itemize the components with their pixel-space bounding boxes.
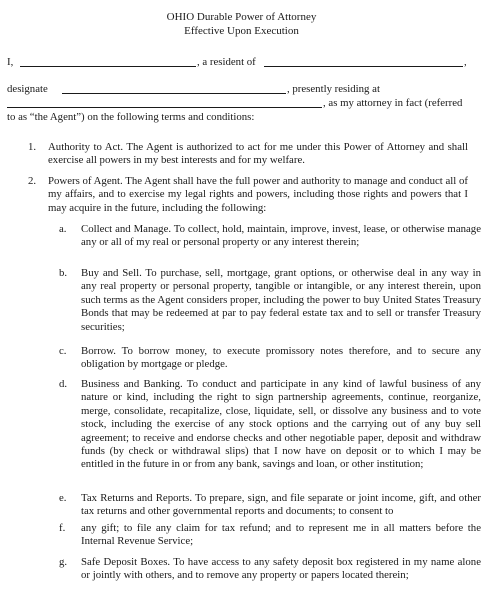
intro-line-2	[7, 83, 48, 96]
sub-item-g	[59, 556, 481, 583]
sub-item-d	[59, 378, 481, 472]
sub-item-c	[59, 345, 481, 372]
sub-item-f	[59, 522, 481, 549]
sub-item-text: Tax Returns and Reports. To prepare, sign, and file separate or joint income, gift, and other tax returns and other governmental reports and documents; to consent to	[81, 492, 481, 518]
intro-line1-mid-wrap	[197, 56, 256, 69]
intro-line1-start: I,	[7, 56, 14, 68]
sub-item-letter: f.	[59, 522, 66, 534]
document-subtitle: Effective Upon Execution	[184, 25, 299, 37]
item-number: 2.	[28, 175, 37, 187]
list-item-2	[28, 175, 468, 215]
sub-item-text: Collect and Manage. To collect, hold, maintain, improve, invest, lease, or otherwise manage any or all of my real or personal property or any interest therein;	[81, 223, 481, 249]
sub-item-text: Business and Banking. To conduct and participate in any kind of lawful business of any nature or kind, including the right to sign partnership agreements, continue, reorganize, merge, consolidate, recapitalize, close, liquidate, sell, or dissolve any business and to vote stock, including the exercise of any stock options and the carrying out of any buy sell agreement; to receive and endorse checks and other negotiable paper, deposit and withdraw funds (by check or withdrawal slips) that I now have on deposit or to which I may be entitled in the future in or from any bank, savings and loan, or other institution;	[81, 378, 481, 471]
intro-line1-mid: , a resident of	[197, 56, 256, 68]
agent-address-blank[interactable]	[7, 98, 322, 108]
sub-item-letter: e.	[59, 492, 67, 504]
document-title: OHIO Durable Power of Attorney	[166, 11, 317, 23]
agent-name-blank[interactable]	[62, 84, 286, 94]
sub-item-letter: d.	[59, 378, 68, 390]
sub-item-text: Borrow. To borrow money, to execute promissory notes therefore, and to secure any obligation by mortgage or pledge.	[81, 345, 481, 371]
intro-line-1	[7, 56, 13, 69]
item-number: 1.	[28, 141, 37, 153]
intro-line4-text: to as “the Agent”) on the following terms and conditions:	[7, 111, 255, 123]
sub-item-letter: c.	[59, 345, 67, 357]
intro-line2-start: designate	[7, 83, 48, 95]
sub-item-letter: a.	[59, 223, 67, 235]
sub-item-b	[59, 267, 481, 334]
intro-line-4	[7, 111, 254, 124]
item-text: Powers of Agent. The Agent shall have the full power and authority to manage and conduct all of my affairs, and to exercise my legal rights and powers, including those rights and powers that I may acquire in the future, including the following:	[48, 175, 468, 214]
sub-item-text: Safe Deposit Boxes. To have access to any safety deposit box registered in my name alone or jointly with others, and to remove any property or papers located therein;	[81, 556, 481, 582]
residence-blank[interactable]	[264, 57, 463, 67]
intro-line3-wrap	[323, 97, 462, 110]
sub-item-e	[59, 492, 481, 519]
sub-item-letter: b.	[59, 267, 68, 279]
intro-line1-end-wrap	[464, 56, 467, 69]
intro-line2-end-wrap	[287, 83, 380, 96]
intro-line2-end: , presently residing at	[287, 83, 380, 95]
sub-item-text: Buy and Sell. To purchase, sell, mortgage, grant options, or otherwise deal in any way in any real property or personal property, tangible or intangible, or any interest therein, upon such terms as the Agent considers proper, including the power to buy United States Treasury Bonds that may be redeemed at par to pay federal estate tax and to sell or transfer Treasury securities;	[81, 267, 481, 333]
intro-line1-end: ,	[464, 56, 467, 68]
item-text: Authority to Act. The Agent is authorized to act for me under this Power of Attorney and shall exercise all powers in my best interests and for my welfare.	[48, 141, 468, 167]
sub-item-text: any gift; to file any claim for tax refund; and to represent me in all matters before the Internal Revenue Service;	[81, 522, 481, 548]
sub-item-letter: g.	[59, 556, 68, 568]
intro-line3-end: , as my attorney in fact (referred	[323, 97, 463, 109]
principal-name-blank[interactable]	[20, 57, 196, 67]
list-item-1	[28, 141, 468, 168]
sub-item-a	[59, 223, 481, 250]
